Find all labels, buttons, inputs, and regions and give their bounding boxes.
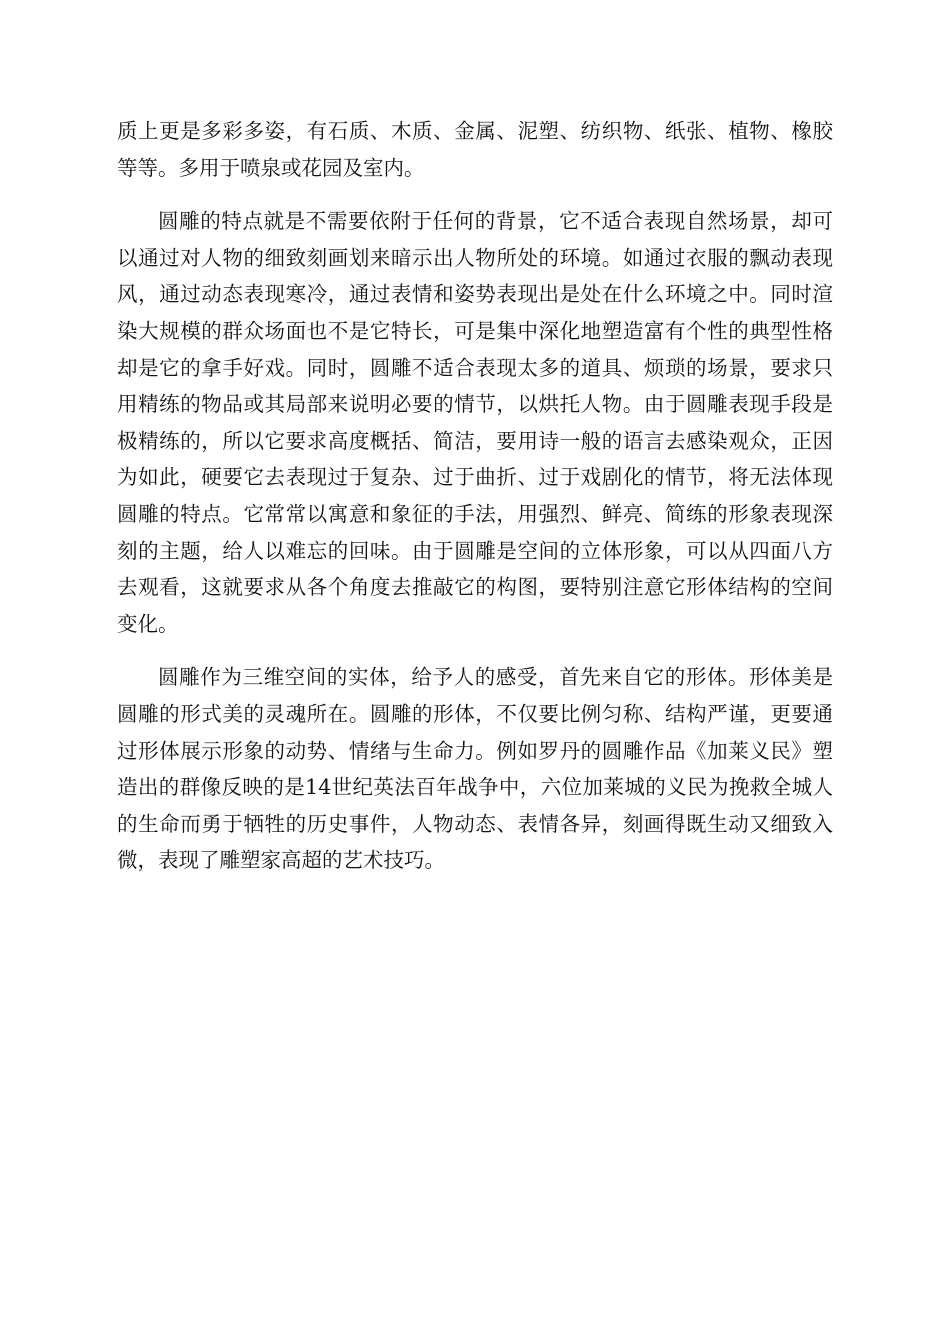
paragraph-continued: 质上更是多彩多姿，有石质、木质、金属、泥塑、纺织物、纸张、植物、橡胶等等。多用于喷泉或花园及室内。 [117, 119, 833, 180]
document-body [117, 113, 833, 896]
paragraph-round-sculpture-features: 圆雕的特点就是不需要依附于任何的背景，它不适合表现自然场景，却可以通过对人物的细致刻画划来暗示出人物所处的环境。如通过衣服的飘动表现风，通过动态表现寒冷，通过表情和姿势表现出是处在什么环境之中。同时渲染大规模的群众场面也不是它特长，可是集中深化地塑造富有个性的典型性格却是它的拿手好戏。同时，圆雕不适合表现太多的道具、烦琐的场景，要求只用精练的物品或其局部来说明必要的情节，以烘托人物。由于圆雕表现手段是极精练的，所以它要求高度概括、简洁，要用诗一般的语言去感染观众，正因为如此，硬要它去表现过于复杂、过于曲折、过于戏剧化的情节，将无法体现圆雕的特点。它常常以寓意和象征的手法，用强烈、鲜亮、简练的形象表现深刻的主题，给人以难忘的回味。由于圆雕是空间的立体形象，可以从四面八方去观看，这就要求从各个角度去推敲它的构图，要特别注意它形体结构的空间变化。 [117, 209, 833, 636]
paragraph-round-sculpture-form: 圆雕作为三维空间的实体，给予人的感受，首先来自它的形体。形体美是圆雕的形式美的灵魂所在。圆雕的形体，不仅要比例匀称、结构严谨，更要通过形体展示形象的动势、情绪与生命力。例如罗丹的圆雕作品《加莱义民》塑造出的群像反映的是14世纪英法百年战争中，六位加莱城的义民为挽救全城人的生命而勇于牺牲的历史事件，人物动态、表情各异，刻画得既生动又细致入微，表现了雕塑家高超的艺术技巧。 [117, 665, 833, 873]
